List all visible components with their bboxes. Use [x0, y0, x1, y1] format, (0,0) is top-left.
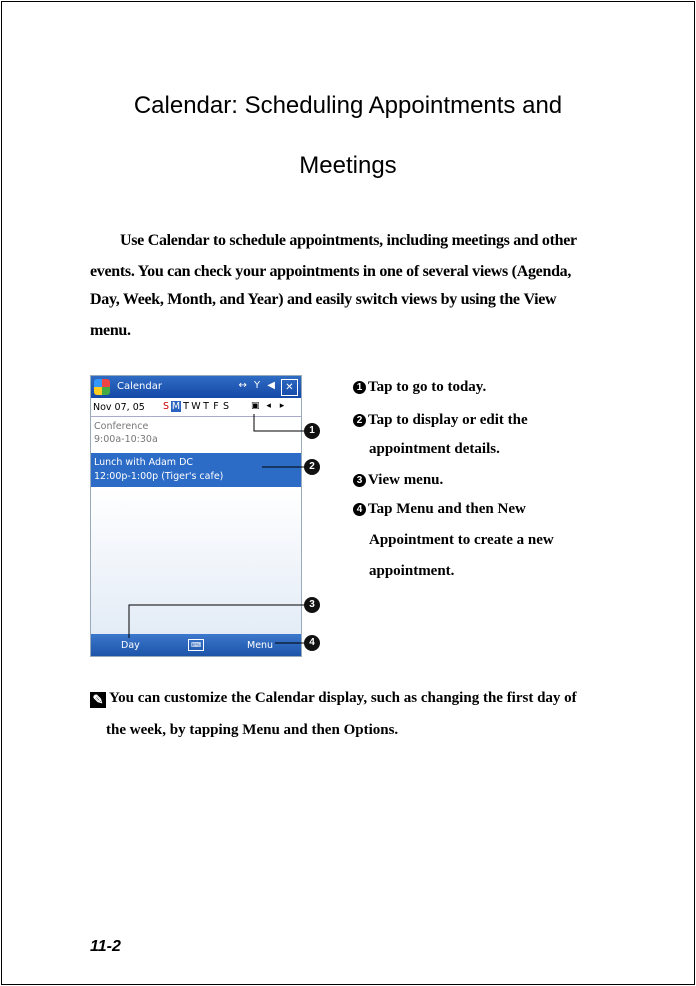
note-pen-icon: ✎: [90, 692, 106, 708]
softkey-bar: [91, 634, 301, 656]
app-title: Calendar: [117, 381, 162, 392]
day-saturday[interactable]: S: [222, 401, 230, 412]
callout-badge-1: 1: [304, 423, 320, 439]
day-friday[interactable]: F: [213, 401, 219, 412]
prev-week-icon[interactable]: ◂: [266, 401, 271, 411]
date-navigation: [251, 401, 284, 411]
day-tuesday[interactable]: T: [183, 401, 189, 412]
appointment-conference[interactable]: Conference 9:00a-10:30a: [94, 421, 158, 445]
day-sunday[interactable]: S: [162, 401, 170, 412]
date-bar: [91, 400, 301, 417]
week-day-strip: [161, 401, 231, 412]
today-icon[interactable]: ▣: [251, 401, 260, 411]
day-thursday[interactable]: T: [203, 401, 209, 412]
day-wednesday[interactable]: W: [191, 401, 201, 412]
callout-badge-4: 4: [304, 635, 320, 651]
page-title-line2: Meetings: [299, 152, 397, 179]
current-date: Nov 07, 05: [93, 402, 145, 413]
page-title-line1: Calendar: Scheduling Appointments and: [133, 92, 563, 119]
status-icons[interactable]: ↔ Y ◀: [238, 380, 277, 391]
calendar-term: Calendar: [147, 232, 210, 249]
day-softkey[interactable]: Day: [121, 640, 140, 651]
close-icon[interactable]: ✕: [281, 379, 298, 396]
day-monday[interactable]: M: [171, 401, 181, 412]
callout-badge-2: 2: [304, 459, 320, 475]
menu-softkey[interactable]: Menu: [247, 640, 274, 651]
appointment-lunch[interactable]: Lunch with Adam DC 12:00p-1:00p (Tiger's cafe): [91, 453, 301, 487]
keyboard-icon[interactable]: ⌨: [188, 639, 204, 651]
callout-badge-3: 3: [304, 597, 320, 613]
windows-start-icon[interactable]: [94, 379, 110, 395]
page-number: 11-2: [90, 938, 121, 955]
next-week-icon[interactable]: ▸: [279, 401, 285, 411]
title-bar: [91, 376, 301, 398]
calendar-screenshot: [90, 375, 302, 657]
